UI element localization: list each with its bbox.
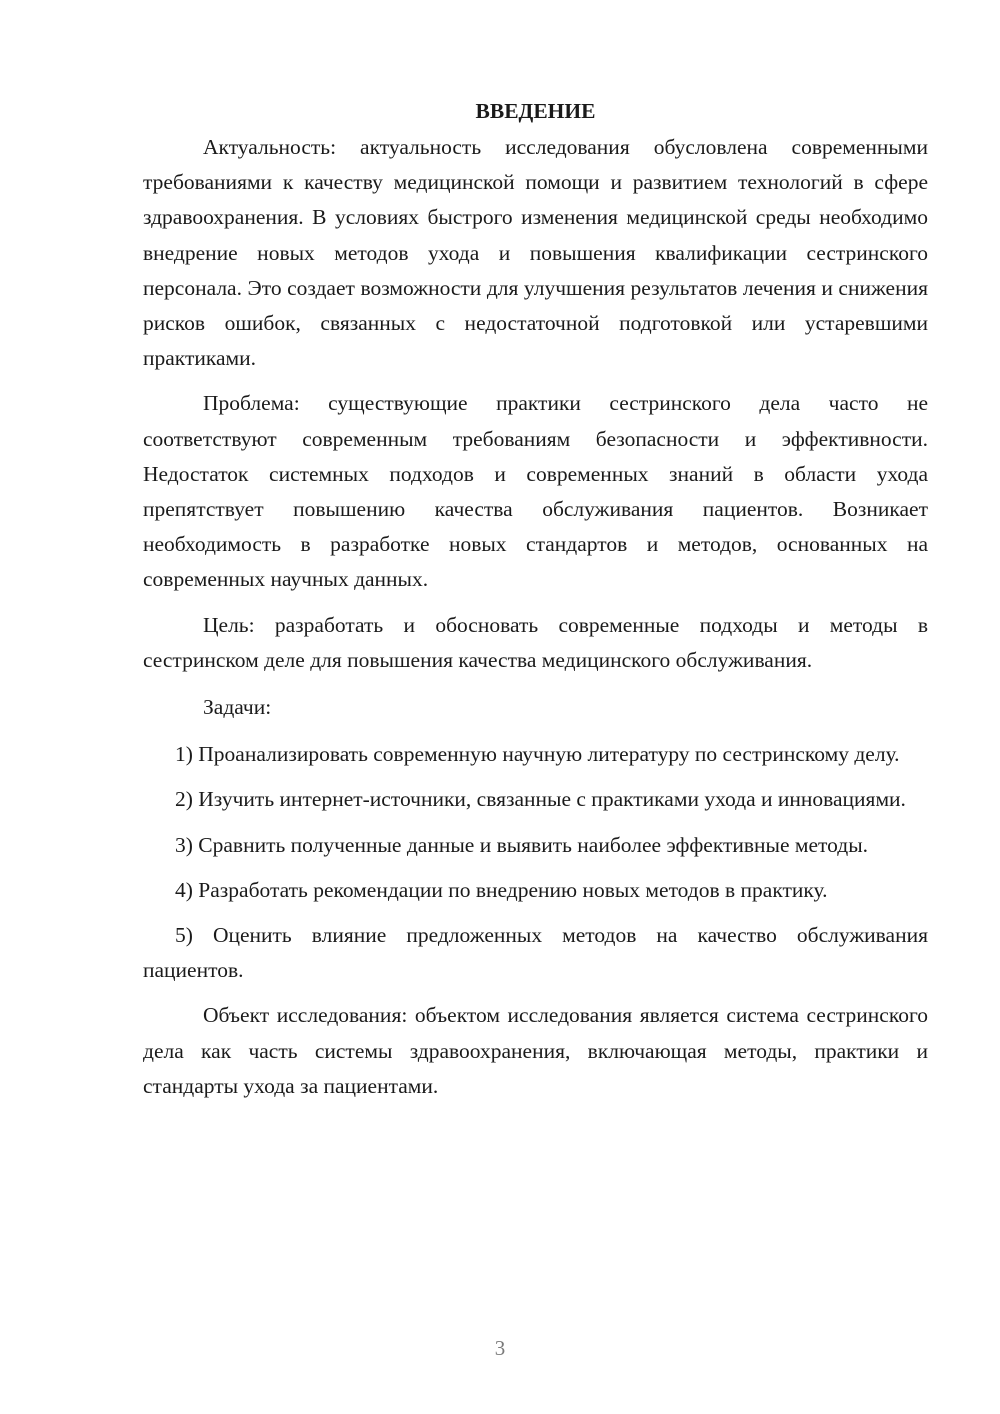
task-item-4: 4) Разработать рекомендации по внедрению новых методов в практику. — [175, 877, 828, 902]
page-content — [143, 93, 928, 1104]
problem-paragraph: Проблема: существующие практики сестринского дела часто не соответствуют современным требованиям безопасности и эффективности. Недостаток системных подходов и современных знаний в области ухода препятствует повышению качества обслуживания пациентов. Возникает необходимость в разработке новых стандартов и методов, основанных на современных научных данных. — [143, 391, 928, 592]
task-item-5: 5) Оценить влияние предложенных методов на качество обслуживания пациентов. — [143, 923, 928, 983]
tasks-label: Задачи: — [203, 695, 272, 720]
task-item-1: 1) Проанализировать современную научную литературу по сестринскому делу. — [175, 742, 900, 767]
task-item-2: 2) Изучить интернет-источники, связанные с практиками ухода и инновациями. — [175, 787, 906, 812]
page-number: 3 — [494, 1336, 506, 1360]
object-paragraph: Объект исследования: объектом исследования является система сестринского дела как часть системы здравоохранения, включающая методы, практики и стандарты ухода за пациентами. — [143, 1003, 928, 1098]
task-item-3: 3) Сравнить полученные данные и выявить наиболее эффективные методы. — [175, 832, 869, 857]
goal-paragraph: Цель: разработать и обосновать современные подходы и методы в сестринском деле для повышения качества медицинского обслуживания. — [143, 612, 928, 672]
relevance-paragraph: Актуальность: актуальность исследования обусловлена современными требованиями к качеству медицинской помощи и развитием технологий в сфере здравоохранения. В условиях быстрого изменения медицинской среды необходимо внедрение новых методов ухода и повышения квалификации сестринского персонала. Это создает возможности для улучшения результатов лечения и снижения рисков ошибок, связанных с недостаточной подготовкой или устаревшими практиками. — [143, 135, 928, 371]
section-heading: ВВЕДЕНИЕ — [475, 99, 596, 123]
